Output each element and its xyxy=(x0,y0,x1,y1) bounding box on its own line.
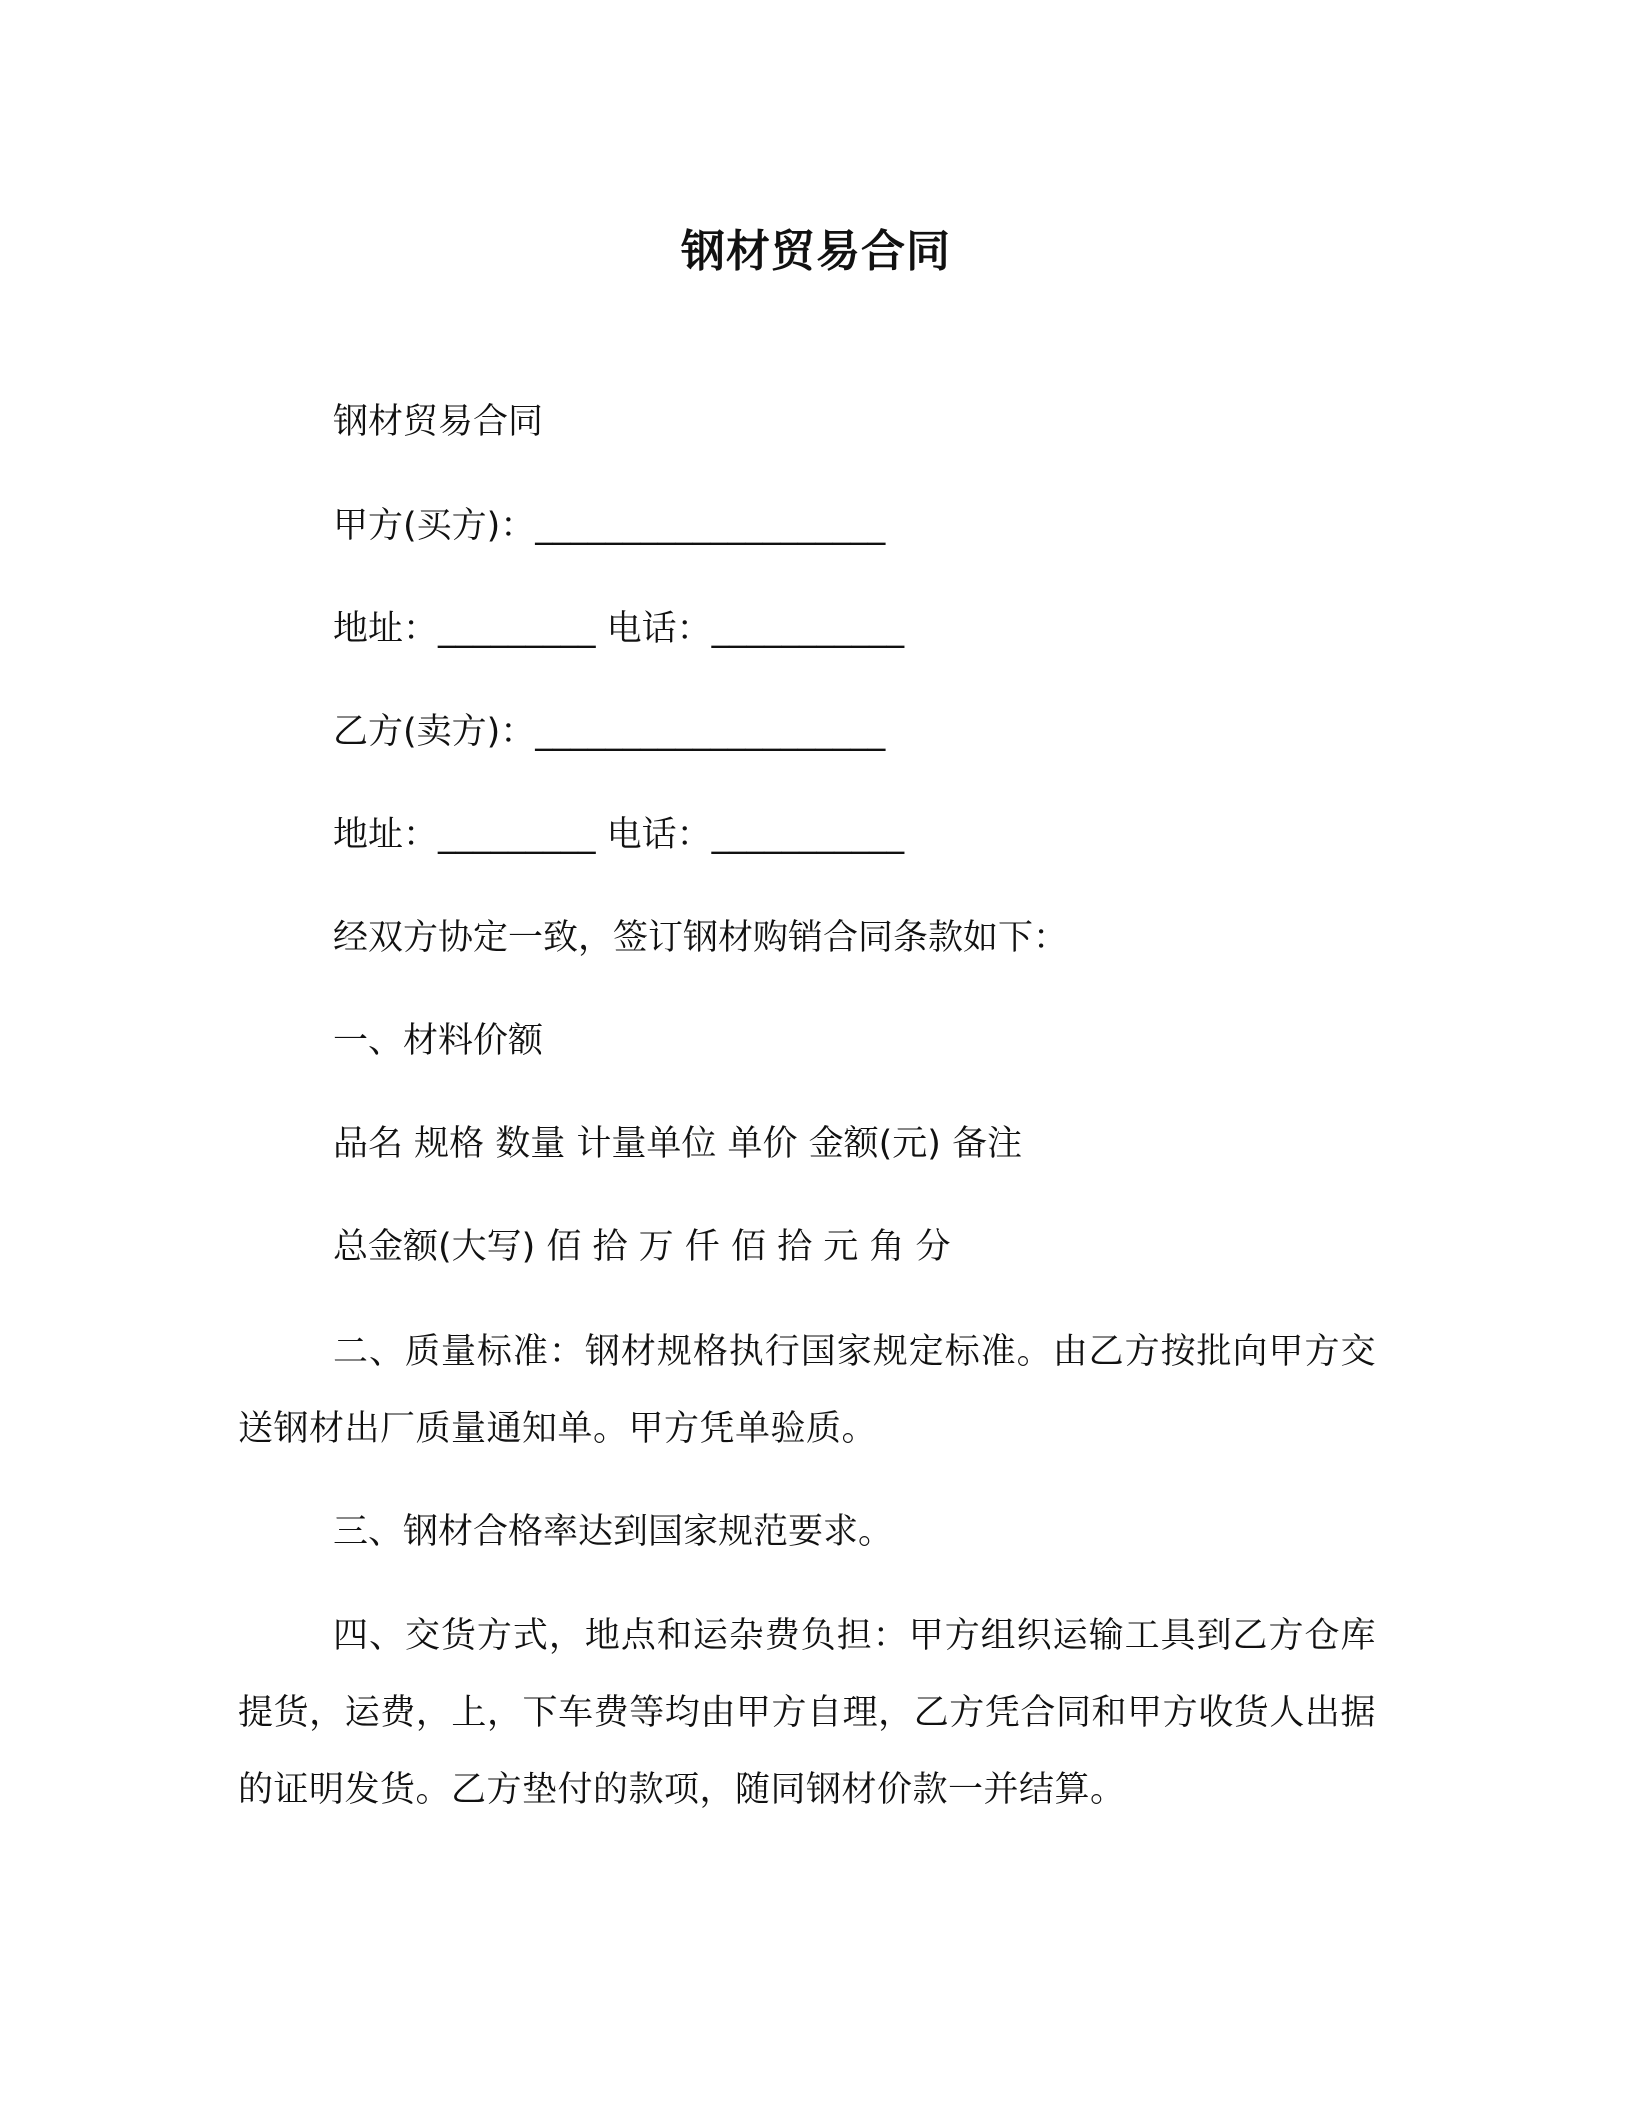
total-amount-line: 总金额(大写) 佰 拾 万 仟 佰 拾 元 角 分 xyxy=(333,1227,951,1267)
document-title: 钢材贸易合同 xyxy=(681,226,951,277)
price-table-header: 品名 规格 数量 计量单位 单价 金额(元) 备注 xyxy=(333,1124,1023,1164)
intro-line: 经双方协定一致，签订钢材购销合同条款如下： xyxy=(333,918,1069,958)
section3-line: 三、钢材合格率达到国家规范要求。 xyxy=(333,1512,894,1552)
party-a-contact-line: 地址：_________ 电话：___________ xyxy=(333,609,905,649)
section2-paragraph: 二、质量标准：钢材规格执行国家规定标准。由乙方按批向甲方交送钢材出厂质量通知单。甲方凭单验质。 xyxy=(238,1332,1376,1449)
section4-paragraph: 四、交货方式，地点和运杂费负担：甲方组织运输工具到乙方仓库提货，运费，上，下车费等均由甲方自理，乙方凭合同和甲方收货人出据的证明发货。乙方垫付的款项，随同钢材价款一并结算。 xyxy=(238,1616,1376,1810)
party-b-line: 乙方(卖方)：____________________ xyxy=(333,712,886,752)
section1-title: 一、材料价额 xyxy=(333,1021,544,1061)
party-a-line: 甲方(买方)：____________________ xyxy=(333,506,886,546)
contract-heading: 钢材贸易合同 xyxy=(333,402,544,442)
party-b-contact-line: 地址：_________ 电话：___________ xyxy=(333,815,905,855)
